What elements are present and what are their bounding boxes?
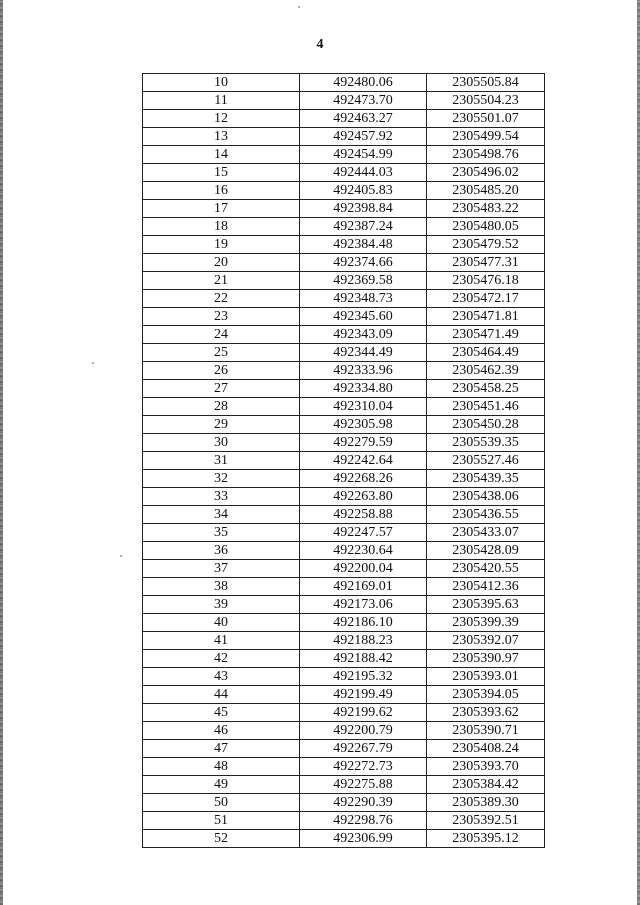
table-row <box>143 380 545 398</box>
x-coordinate-cell: 492195.32 <box>300 668 427 686</box>
point-number-cell: 51 <box>143 812 300 830</box>
table-row <box>143 326 545 344</box>
y-coordinate-cell: 2305393.70 <box>427 758 545 776</box>
point-number-cell: 21 <box>143 272 300 290</box>
x-coordinate-cell: 492258.88 <box>300 506 427 524</box>
x-coordinate-cell: 492230.64 <box>300 542 427 560</box>
point-number-cell: 29 <box>143 416 300 434</box>
x-coordinate-cell: 492387.24 <box>300 218 427 236</box>
table-row <box>143 524 545 542</box>
table-row <box>143 272 545 290</box>
x-coordinate-cell: 492200.79 <box>300 722 427 740</box>
table-row <box>143 128 545 146</box>
x-coordinate-cell: 492405.83 <box>300 182 427 200</box>
x-coordinate-cell: 492268.26 <box>300 470 427 488</box>
table-row <box>143 110 545 128</box>
x-coordinate-cell: 492279.59 <box>300 434 427 452</box>
table-row <box>143 254 545 272</box>
table-row <box>143 344 545 362</box>
x-coordinate-cell: 492444.03 <box>300 164 427 182</box>
y-coordinate-cell: 2305439.35 <box>427 470 545 488</box>
point-number-cell: 36 <box>143 542 300 560</box>
coordinates-table-body <box>143 74 545 848</box>
x-coordinate-cell: 492298.76 <box>300 812 427 830</box>
table-row <box>143 722 545 740</box>
y-coordinate-cell: 2305477.31 <box>427 254 545 272</box>
y-coordinate-cell: 2305420.55 <box>427 560 545 578</box>
x-coordinate-cell: 492188.42 <box>300 650 427 668</box>
table-row <box>143 200 545 218</box>
x-coordinate-cell: 492454.99 <box>300 146 427 164</box>
table-row <box>143 488 545 506</box>
y-coordinate-cell: 2305436.55 <box>427 506 545 524</box>
y-coordinate-cell: 2305471.49 <box>427 326 545 344</box>
x-coordinate-cell: 492306.99 <box>300 830 427 848</box>
point-number-cell: 49 <box>143 776 300 794</box>
table-row <box>143 632 545 650</box>
x-coordinate-cell: 492457.92 <box>300 128 427 146</box>
point-number-cell: 33 <box>143 488 300 506</box>
point-number-cell: 44 <box>143 686 300 704</box>
table-row <box>143 398 545 416</box>
point-number-cell: 17 <box>143 200 300 218</box>
point-number-cell: 34 <box>143 506 300 524</box>
x-coordinate-cell: 492186.10 <box>300 614 427 632</box>
x-coordinate-cell: 492343.09 <box>300 326 427 344</box>
point-number-cell: 23 <box>143 308 300 326</box>
y-coordinate-cell: 2305462.39 <box>427 362 545 380</box>
point-number-cell: 20 <box>143 254 300 272</box>
y-coordinate-cell: 2305464.49 <box>427 344 545 362</box>
point-number-cell: 42 <box>143 650 300 668</box>
point-number-cell: 38 <box>143 578 300 596</box>
x-coordinate-cell: 492473.70 <box>300 92 427 110</box>
x-coordinate-cell: 492333.96 <box>300 362 427 380</box>
y-coordinate-cell: 2305384.42 <box>427 776 545 794</box>
x-coordinate-cell: 492247.57 <box>300 524 427 542</box>
x-coordinate-cell: 492275.88 <box>300 776 427 794</box>
x-coordinate-cell: 492344.49 <box>300 344 427 362</box>
point-number-cell: 43 <box>143 668 300 686</box>
point-number-cell: 15 <box>143 164 300 182</box>
x-coordinate-cell: 492272.73 <box>300 758 427 776</box>
x-coordinate-cell: 492374.66 <box>300 254 427 272</box>
x-coordinate-cell: 492384.48 <box>300 236 427 254</box>
scan-speck <box>120 555 122 557</box>
table-row <box>143 218 545 236</box>
x-coordinate-cell: 492290.39 <box>300 794 427 812</box>
y-coordinate-cell: 2305458.25 <box>427 380 545 398</box>
y-coordinate-cell: 2305390.97 <box>427 650 545 668</box>
y-coordinate-cell: 2305438.06 <box>427 488 545 506</box>
point-number-cell: 28 <box>143 398 300 416</box>
point-number-cell: 19 <box>143 236 300 254</box>
y-coordinate-cell: 2305394.05 <box>427 686 545 704</box>
y-coordinate-cell: 2305479.52 <box>427 236 545 254</box>
table-row <box>143 362 545 380</box>
x-coordinate-cell: 492199.62 <box>300 704 427 722</box>
y-coordinate-cell: 2305399.39 <box>427 614 545 632</box>
point-number-cell: 50 <box>143 794 300 812</box>
x-coordinate-cell: 492305.98 <box>300 416 427 434</box>
y-coordinate-cell: 2305395.63 <box>427 596 545 614</box>
table-row <box>143 434 545 452</box>
scan-edge-left <box>0 0 3 905</box>
point-number-cell: 47 <box>143 740 300 758</box>
table-row <box>143 758 545 776</box>
y-coordinate-cell: 2305393.01 <box>427 668 545 686</box>
y-coordinate-cell: 2305395.12 <box>427 830 545 848</box>
table-row <box>143 668 545 686</box>
point-number-cell: 41 <box>143 632 300 650</box>
point-number-cell: 12 <box>143 110 300 128</box>
table-row <box>143 794 545 812</box>
y-coordinate-cell: 2305527.46 <box>427 452 545 470</box>
table-row <box>143 146 545 164</box>
point-number-cell: 40 <box>143 614 300 632</box>
point-number-cell: 13 <box>143 128 300 146</box>
table-row <box>143 650 545 668</box>
table-row <box>143 506 545 524</box>
y-coordinate-cell: 2305476.18 <box>427 272 545 290</box>
point-number-cell: 30 <box>143 434 300 452</box>
y-coordinate-cell: 2305433.07 <box>427 524 545 542</box>
y-coordinate-cell: 2305428.09 <box>427 542 545 560</box>
table-row <box>143 704 545 722</box>
point-number-cell: 35 <box>143 524 300 542</box>
table-row <box>143 614 545 632</box>
y-coordinate-cell: 2305392.07 <box>427 632 545 650</box>
x-coordinate-cell: 492199.49 <box>300 686 427 704</box>
point-number-cell: 24 <box>143 326 300 344</box>
x-coordinate-cell: 492480.06 <box>300 74 427 92</box>
point-number-cell: 10 <box>143 74 300 92</box>
x-coordinate-cell: 492263.80 <box>300 488 427 506</box>
table-row <box>143 308 545 326</box>
x-coordinate-cell: 492173.06 <box>300 596 427 614</box>
x-coordinate-cell: 492345.60 <box>300 308 427 326</box>
point-number-cell: 16 <box>143 182 300 200</box>
table-row <box>143 164 545 182</box>
point-number-cell: 39 <box>143 596 300 614</box>
y-coordinate-cell: 2305499.54 <box>427 128 545 146</box>
y-coordinate-cell: 2305498.76 <box>427 146 545 164</box>
y-coordinate-cell: 2305451.46 <box>427 398 545 416</box>
x-coordinate-cell: 492334.80 <box>300 380 427 398</box>
table-row <box>143 740 545 758</box>
coordinates-table <box>142 73 545 848</box>
scan-speck <box>92 362 94 364</box>
table-row <box>143 470 545 488</box>
point-number-cell: 22 <box>143 290 300 308</box>
y-coordinate-cell: 2305450.28 <box>427 416 545 434</box>
y-coordinate-cell: 2305483.22 <box>427 200 545 218</box>
point-number-cell: 31 <box>143 452 300 470</box>
point-number-cell: 25 <box>143 344 300 362</box>
point-number-cell: 18 <box>143 218 300 236</box>
point-number-cell: 52 <box>143 830 300 848</box>
y-coordinate-cell: 2305412.36 <box>427 578 545 596</box>
x-coordinate-cell: 492398.84 <box>300 200 427 218</box>
point-number-cell: 45 <box>143 704 300 722</box>
table-row <box>143 542 545 560</box>
x-coordinate-cell: 492242.64 <box>300 452 427 470</box>
table-row <box>143 74 545 92</box>
y-coordinate-cell: 2305389.30 <box>427 794 545 812</box>
point-number-cell: 11 <box>143 92 300 110</box>
x-coordinate-cell: 492310.04 <box>300 398 427 416</box>
y-coordinate-cell: 2305408.24 <box>427 740 545 758</box>
y-coordinate-cell: 2305472.17 <box>427 290 545 308</box>
table-row <box>143 290 545 308</box>
x-coordinate-cell: 492369.58 <box>300 272 427 290</box>
x-coordinate-cell: 492267.79 <box>300 740 427 758</box>
x-coordinate-cell: 492169.01 <box>300 578 427 596</box>
point-number-cell: 14 <box>143 146 300 164</box>
y-coordinate-cell: 2305496.02 <box>427 164 545 182</box>
table-row <box>143 686 545 704</box>
y-coordinate-cell: 2305504.23 <box>427 92 545 110</box>
y-coordinate-cell: 2305501.07 <box>427 110 545 128</box>
table-row <box>143 812 545 830</box>
table-row <box>143 452 545 470</box>
table-row <box>143 236 545 254</box>
y-coordinate-cell: 2305471.81 <box>427 308 545 326</box>
point-number-cell: 48 <box>143 758 300 776</box>
point-number-cell: 32 <box>143 470 300 488</box>
y-coordinate-cell: 2305392.51 <box>427 812 545 830</box>
table-row <box>143 578 545 596</box>
point-number-cell: 46 <box>143 722 300 740</box>
table-row <box>143 596 545 614</box>
x-coordinate-cell: 492463.27 <box>300 110 427 128</box>
table-row <box>143 182 545 200</box>
point-number-cell: 27 <box>143 380 300 398</box>
table-row <box>143 416 545 434</box>
table-row <box>143 830 545 848</box>
y-coordinate-cell: 2305539.35 <box>427 434 545 452</box>
table-row <box>143 560 545 578</box>
scan-speck <box>298 6 300 8</box>
point-number-cell: 37 <box>143 560 300 578</box>
x-coordinate-cell: 492188.23 <box>300 632 427 650</box>
x-coordinate-cell: 492200.04 <box>300 560 427 578</box>
y-coordinate-cell: 2305480.05 <box>427 218 545 236</box>
y-coordinate-cell: 2305505.84 <box>427 74 545 92</box>
table-row <box>143 92 545 110</box>
y-coordinate-cell: 2305393.62 <box>427 704 545 722</box>
y-coordinate-cell: 2305485.20 <box>427 182 545 200</box>
table-row <box>143 776 545 794</box>
x-coordinate-cell: 492348.73 <box>300 290 427 308</box>
y-coordinate-cell: 2305390.71 <box>427 722 545 740</box>
page-number: 4 <box>316 37 324 52</box>
point-number-cell: 26 <box>143 362 300 380</box>
